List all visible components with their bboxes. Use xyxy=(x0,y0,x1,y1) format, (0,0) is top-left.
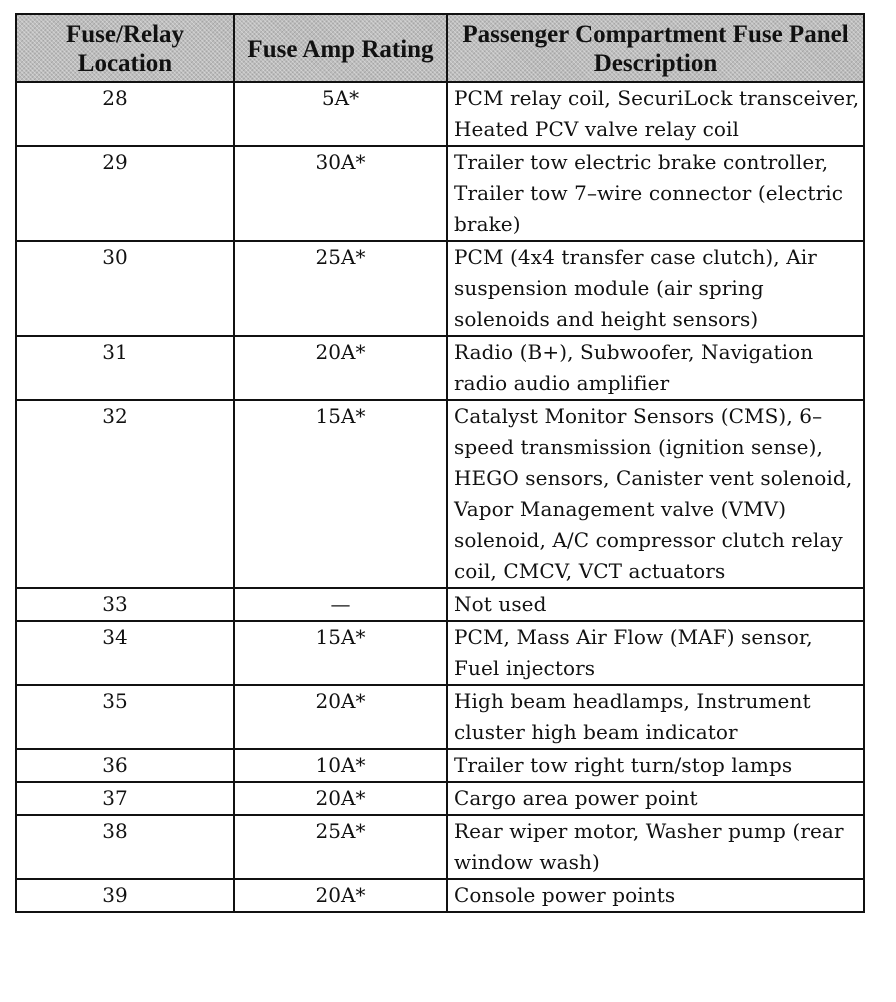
description-cell xyxy=(447,749,864,782)
amp-value: 10A* xyxy=(315,753,366,777)
description-value: Radio (B+), Subwoofer, Navigation radio audio amplifier xyxy=(454,340,814,395)
amp-value: 15A* xyxy=(315,404,366,428)
table-row xyxy=(16,815,864,879)
location-cell xyxy=(16,879,234,912)
table-row xyxy=(16,879,864,912)
amp-cell xyxy=(234,400,447,588)
header-description: Passenger Compartment Fuse Panel Description xyxy=(447,14,864,82)
table-row xyxy=(16,241,864,336)
location-cell xyxy=(16,400,234,588)
amp-cell xyxy=(234,879,447,912)
table-row xyxy=(16,782,864,815)
amp-value: 5A* xyxy=(321,86,360,110)
description-cell xyxy=(447,815,864,879)
table-row xyxy=(16,400,864,588)
amp-cell xyxy=(234,146,447,241)
description-cell xyxy=(447,782,864,815)
description-value: High beam headlamps, Instrument cluster high beam indicator xyxy=(454,689,811,744)
description-cell xyxy=(447,879,864,912)
description-cell xyxy=(447,241,864,336)
description-cell xyxy=(447,146,864,241)
description-cell xyxy=(447,82,864,146)
description-value: Not used xyxy=(454,592,547,616)
table-row xyxy=(16,588,864,621)
amp-cell xyxy=(234,82,447,146)
table-row xyxy=(16,336,864,400)
location-value: 33 xyxy=(102,592,128,616)
amp-cell xyxy=(234,815,447,879)
location-value: 30 xyxy=(102,245,128,269)
fuse-table xyxy=(15,13,865,913)
table-row xyxy=(16,146,864,241)
location-value: 32 xyxy=(102,404,128,428)
description-cell xyxy=(447,336,864,400)
location-cell xyxy=(16,588,234,621)
description-value: PCM (4x4 transfer case clutch), Air suspension module (air spring solenoids and height sensors) xyxy=(454,245,817,331)
location-value: 29 xyxy=(102,150,128,174)
location-value: 34 xyxy=(102,625,128,649)
amp-value: 20A* xyxy=(315,340,366,364)
table-row xyxy=(16,749,864,782)
description-cell xyxy=(447,400,864,588)
location-cell xyxy=(16,241,234,336)
amp-value: 20A* xyxy=(315,689,366,713)
amp-cell xyxy=(234,241,447,336)
table-row xyxy=(16,685,864,749)
amp-cell xyxy=(234,782,447,815)
amp-cell xyxy=(234,336,447,400)
amp-value: 15A* xyxy=(315,625,366,649)
location-value: 31 xyxy=(102,340,128,364)
amp-cell xyxy=(234,685,447,749)
description-value: Cargo area power point xyxy=(454,786,698,810)
description-value: PCM, Mass Air Flow (MAF) sensor, Fuel injectors xyxy=(454,625,813,680)
location-value: 36 xyxy=(102,753,128,777)
location-cell xyxy=(16,749,234,782)
header-location: Fuse/Relay Location xyxy=(16,14,234,82)
amp-value: 30A* xyxy=(315,150,366,174)
table-header-row xyxy=(16,14,864,82)
location-cell xyxy=(16,82,234,146)
description-value: Console power points xyxy=(454,883,676,907)
location-cell xyxy=(16,815,234,879)
description-cell xyxy=(447,621,864,685)
location-value: 38 xyxy=(102,819,128,843)
location-value: 37 xyxy=(102,786,128,810)
amp-value: — xyxy=(330,592,351,616)
location-value: 35 xyxy=(102,689,128,713)
description-value: Rear wiper motor, Washer pump (rear window wash) xyxy=(454,819,844,874)
amp-cell xyxy=(234,621,447,685)
location-cell xyxy=(16,685,234,749)
description-value: PCM relay coil, SecuriLock transceiver, Heated PCV valve relay coil xyxy=(454,86,860,141)
amp-value: 20A* xyxy=(315,786,366,810)
description-cell xyxy=(447,685,864,749)
amp-cell xyxy=(234,588,447,621)
description-value: Trailer tow electric brake controller, Trailer tow 7–wire connector (electric brake) xyxy=(454,150,844,236)
description-value: Catalyst Monitor Sensors (CMS), 6–speed transmission (ignition sense), HEGO sensors, Canister vent solenoid, Vapor Management valve (VMV) solenoid, A/C compressor clutch relay coil, CMCV, VCT actuators xyxy=(454,404,853,583)
table-row xyxy=(16,621,864,685)
description-value: Trailer tow right turn/stop lamps xyxy=(454,753,793,777)
amp-cell xyxy=(234,749,447,782)
amp-value: 25A* xyxy=(315,245,366,269)
location-value: 28 xyxy=(102,86,128,110)
description-cell xyxy=(447,588,864,621)
location-cell xyxy=(16,336,234,400)
location-cell xyxy=(16,782,234,815)
location-value: 39 xyxy=(102,883,128,907)
location-cell xyxy=(16,621,234,685)
amp-value: 25A* xyxy=(315,819,366,843)
amp-value: 20A* xyxy=(315,883,366,907)
table-row xyxy=(16,82,864,146)
location-cell xyxy=(16,146,234,241)
header-amp-rating: Fuse Amp Rating xyxy=(234,14,447,82)
